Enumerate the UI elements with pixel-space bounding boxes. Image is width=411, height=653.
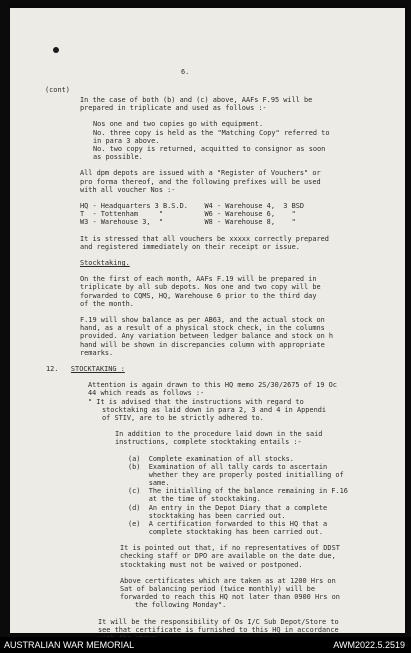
document-line: whether they are properly posted initialling of [128, 470, 344, 479]
document-page [10, 8, 405, 633]
document-line: No. three copy is held as the "Matching Copy" referred to [93, 128, 330, 137]
document-line: (e) A certification forwarded to this HQ that a [128, 519, 328, 528]
document-line: complete stocktaking has been carried out. [128, 527, 323, 536]
document-line: (c) The initialling of the balance remaining in F.16 [128, 487, 348, 496]
document-line: Nos one and two copies go with equipment. [93, 120, 264, 129]
document-line: All dpm depots are issued with a "Register of Vouchers" or [80, 169, 321, 178]
document-line: hand will be shown in discrepancies column with appropriate [80, 340, 325, 349]
document-line: prepared in triplicate and used as follows :- [80, 104, 267, 113]
document-line: and registered immediately on their receipt or issue. [80, 242, 300, 251]
document-line: forwarded to reach this HQ not later than 0900 Hrs on [120, 593, 340, 602]
page-number: 6. [181, 68, 190, 76]
cont-label: (cont) [45, 86, 70, 94]
document-line: 12. STOCKTAKING : [46, 364, 125, 373]
document-line: It is stressed that all vouchers be xxxxx correctly prepared [80, 234, 329, 243]
document-line: pro forma thereof, and the following prefixes will be used [80, 177, 321, 186]
archive-footer [0, 637, 411, 653]
document-line: (a) Complete examination of all stocks. [128, 454, 294, 463]
document-line: forwarded to CQMS, HQ, Warehouse 6 prior to the third day [80, 291, 317, 300]
document-line: On the first of each month, AAFs F.19 will be prepared in [80, 275, 317, 284]
document-line: stocktaking has been carried out. [128, 511, 286, 520]
document-line: as possible. [93, 153, 143, 162]
document-line: with all voucher Nos :- [80, 185, 176, 194]
document-line: Sat of balancing period (twice monthly) will be [120, 585, 315, 593]
document-line: T - Tottenham " W6 - Warehouse 6, " [80, 210, 296, 219]
document-line: W3 - Warehouse 3, " W8 - Warehouse 8, " [80, 218, 296, 227]
document-line: see that certificate is furnished to this HQ in accordance [98, 625, 339, 634]
document-line: Above certificates which are taken as at 1200 Hrs on [120, 576, 336, 585]
document-line: remarks. [80, 348, 114, 357]
document-line: (b) Examination of all tally cards to ascertain [128, 462, 328, 471]
archive-name: AUSTRALIAN WAR MEMORIAL [4, 640, 135, 650]
document-line: No. two copy is returned, acquitted to consignor as soon [93, 144, 326, 153]
document-line: Attention is again drawn to this HQ memo 2S/30/2675 of 19 Oc [88, 381, 337, 390]
document-line: In the case of both (b) and (c) above, AAFs F.95 will be [80, 96, 313, 104]
document-line: checking staff or DPO are available on the date due, [120, 552, 336, 561]
document-line: the following Monday". [135, 601, 227, 610]
document-line: stocktaking as laid down in para 2, 3 and 4 in Appendi [102, 405, 327, 414]
document-line: F.19 will show balance as per AB63, and the actual stock on [80, 316, 325, 325]
document-line: 44 which reads as follows :- [88, 389, 205, 398]
document-line: HQ - Headquarters 3 B.S.D. W4 - Warehouse 4, 3 BSD [80, 201, 305, 210]
document-line: In addition to the procedure laid down in the said [115, 430, 323, 439]
document-line: of the month. [80, 299, 134, 308]
archive-reference: AWM2022.5.2519 [333, 640, 405, 650]
document-line: instructions, complete stocktaking entails :- [115, 438, 302, 447]
document-line: triplicate by all sub depots. Nos one and two copy will be [80, 283, 321, 292]
document-line: stocktaking must not be waived or postponed. [120, 560, 303, 569]
document-line: provided. Any variation between ledger balance and stock on h [80, 332, 334, 341]
document-line: hand, as a result of a physical stock check, in the columns [80, 324, 325, 333]
document-line: It will be the responsibility of Os I/C Sub Depot/Store to [98, 617, 339, 626]
document-line: in para 3 above. [93, 136, 160, 145]
document-line: at the time of stocktaking. [128, 495, 261, 504]
document-line: Stocktaking. [80, 259, 130, 267]
document-line: (d) An entry in the Depot Diary that a complete [128, 503, 328, 512]
document-line: of STIV, are to be strictly adhered to. [102, 413, 264, 422]
document-line: same. [128, 479, 170, 488]
document-line: It is pointed out that, if no representatives of DDST [120, 544, 340, 553]
document-line: " It is advised that the instructions with regard to [88, 397, 304, 406]
punch-hole [53, 47, 59, 53]
